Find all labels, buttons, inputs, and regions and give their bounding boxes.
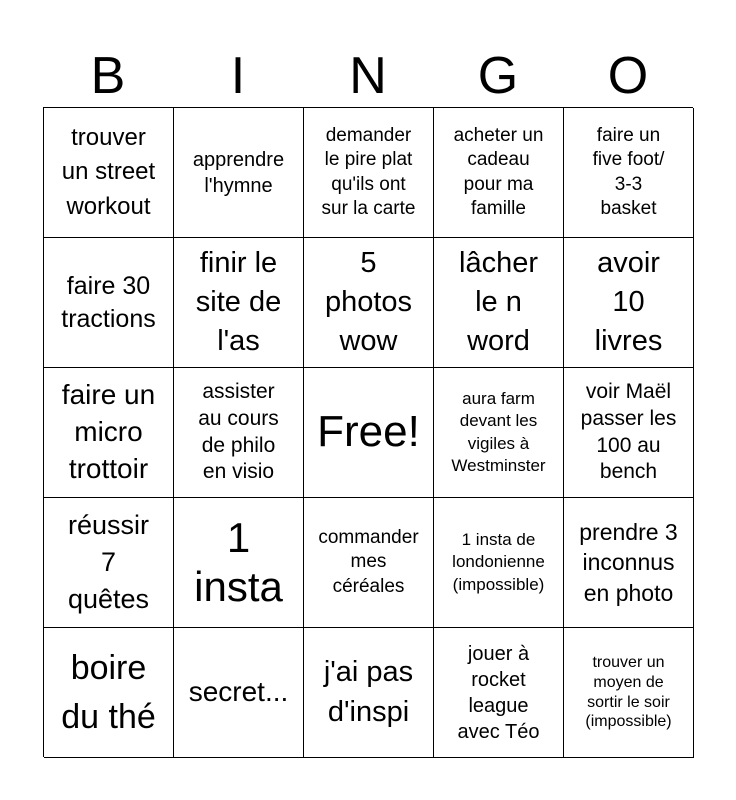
header-letter-i: I bbox=[230, 47, 246, 105]
cell-text: Free! bbox=[317, 407, 420, 457]
bingo-cell[interactable] bbox=[44, 628, 174, 758]
bingo-cell[interactable] bbox=[564, 628, 694, 758]
bingo-cell[interactable] bbox=[304, 238, 434, 368]
cell-text: demander le pire plat qu'ils ont sur la carte bbox=[321, 124, 416, 219]
cell-text: assister au cours de philo en visio bbox=[198, 379, 279, 484]
header-letter-g: G bbox=[477, 47, 519, 105]
cell-text: réussir 7 quêtes bbox=[67, 510, 150, 614]
bingo-cell[interactable] bbox=[44, 108, 174, 238]
cell-text: 5 photos wow bbox=[324, 246, 413, 358]
bingo-cell[interactable] bbox=[564, 238, 694, 368]
bingo-cell[interactable] bbox=[304, 628, 434, 758]
cell-text: 1 insta de londonienne (impossible) bbox=[452, 530, 545, 594]
bingo-cell[interactable] bbox=[174, 498, 304, 628]
bingo-cell[interactable] bbox=[564, 498, 694, 628]
cell-text: acheter un cadeau pour ma famille bbox=[453, 124, 544, 219]
cell-text: avoir 10 livres bbox=[594, 246, 663, 358]
cell-text: finir le site de l'as bbox=[195, 246, 282, 358]
cell-text: prendre 3 inconnus en photo bbox=[579, 518, 678, 606]
bingo-cell[interactable] bbox=[174, 368, 304, 498]
bingo-cell[interactable] bbox=[174, 238, 304, 368]
cell-text: aura farm devant les vigiles à Westminster bbox=[451, 389, 546, 475]
bingo-cell[interactable] bbox=[434, 498, 564, 628]
cell-text: secret... bbox=[188, 676, 289, 708]
bingo-cell[interactable] bbox=[44, 498, 174, 628]
bingo-cell[interactable] bbox=[44, 368, 174, 498]
header-letter-n: N bbox=[349, 47, 387, 105]
cell-text: apprendre l'hymne bbox=[192, 148, 285, 197]
cell-text: faire un five foot/ 3-3 basket bbox=[592, 124, 665, 219]
bingo-board bbox=[43, 107, 693, 757]
bingo-cell[interactable] bbox=[174, 108, 304, 238]
cell-text: lâcher le n word bbox=[459, 246, 538, 358]
cell-text: faire 30 tractions bbox=[61, 271, 156, 333]
bingo-cell[interactable] bbox=[304, 498, 434, 628]
bingo-cell[interactable] bbox=[434, 628, 564, 758]
bingo-cell[interactable] bbox=[44, 238, 174, 368]
cell-text: trouver un moyen de sortir le soir (impossible) bbox=[585, 654, 672, 731]
cell-text: boire du thé bbox=[61, 649, 156, 736]
bingo-cell[interactable] bbox=[434, 108, 564, 238]
cell-text: trouver un street workout bbox=[61, 124, 156, 220]
bingo-cell[interactable] bbox=[564, 108, 694, 238]
cell-text: voir Maël passer les 100 au bench bbox=[580, 379, 677, 484]
cell-text: commander mes céréales bbox=[318, 527, 419, 597]
bingo-cell-free[interactable] bbox=[304, 368, 434, 498]
bingo-cell[interactable] bbox=[304, 108, 434, 238]
bingo-cell[interactable] bbox=[174, 628, 304, 758]
cell-text: faire un micro trottoir bbox=[61, 379, 156, 484]
cell-text: 1 insta bbox=[194, 514, 283, 610]
bingo-cell[interactable] bbox=[434, 238, 564, 368]
bingo-cell[interactable] bbox=[434, 368, 564, 498]
bingo-cell[interactable] bbox=[564, 368, 694, 498]
bingo-header bbox=[43, 44, 693, 108]
header-letter-o: O bbox=[607, 47, 649, 105]
header-letter-b: B bbox=[90, 47, 126, 105]
cell-text: jouer à rocket league avec Téo bbox=[457, 642, 540, 743]
cell-text: j'ai pas d'inspi bbox=[323, 656, 414, 728]
